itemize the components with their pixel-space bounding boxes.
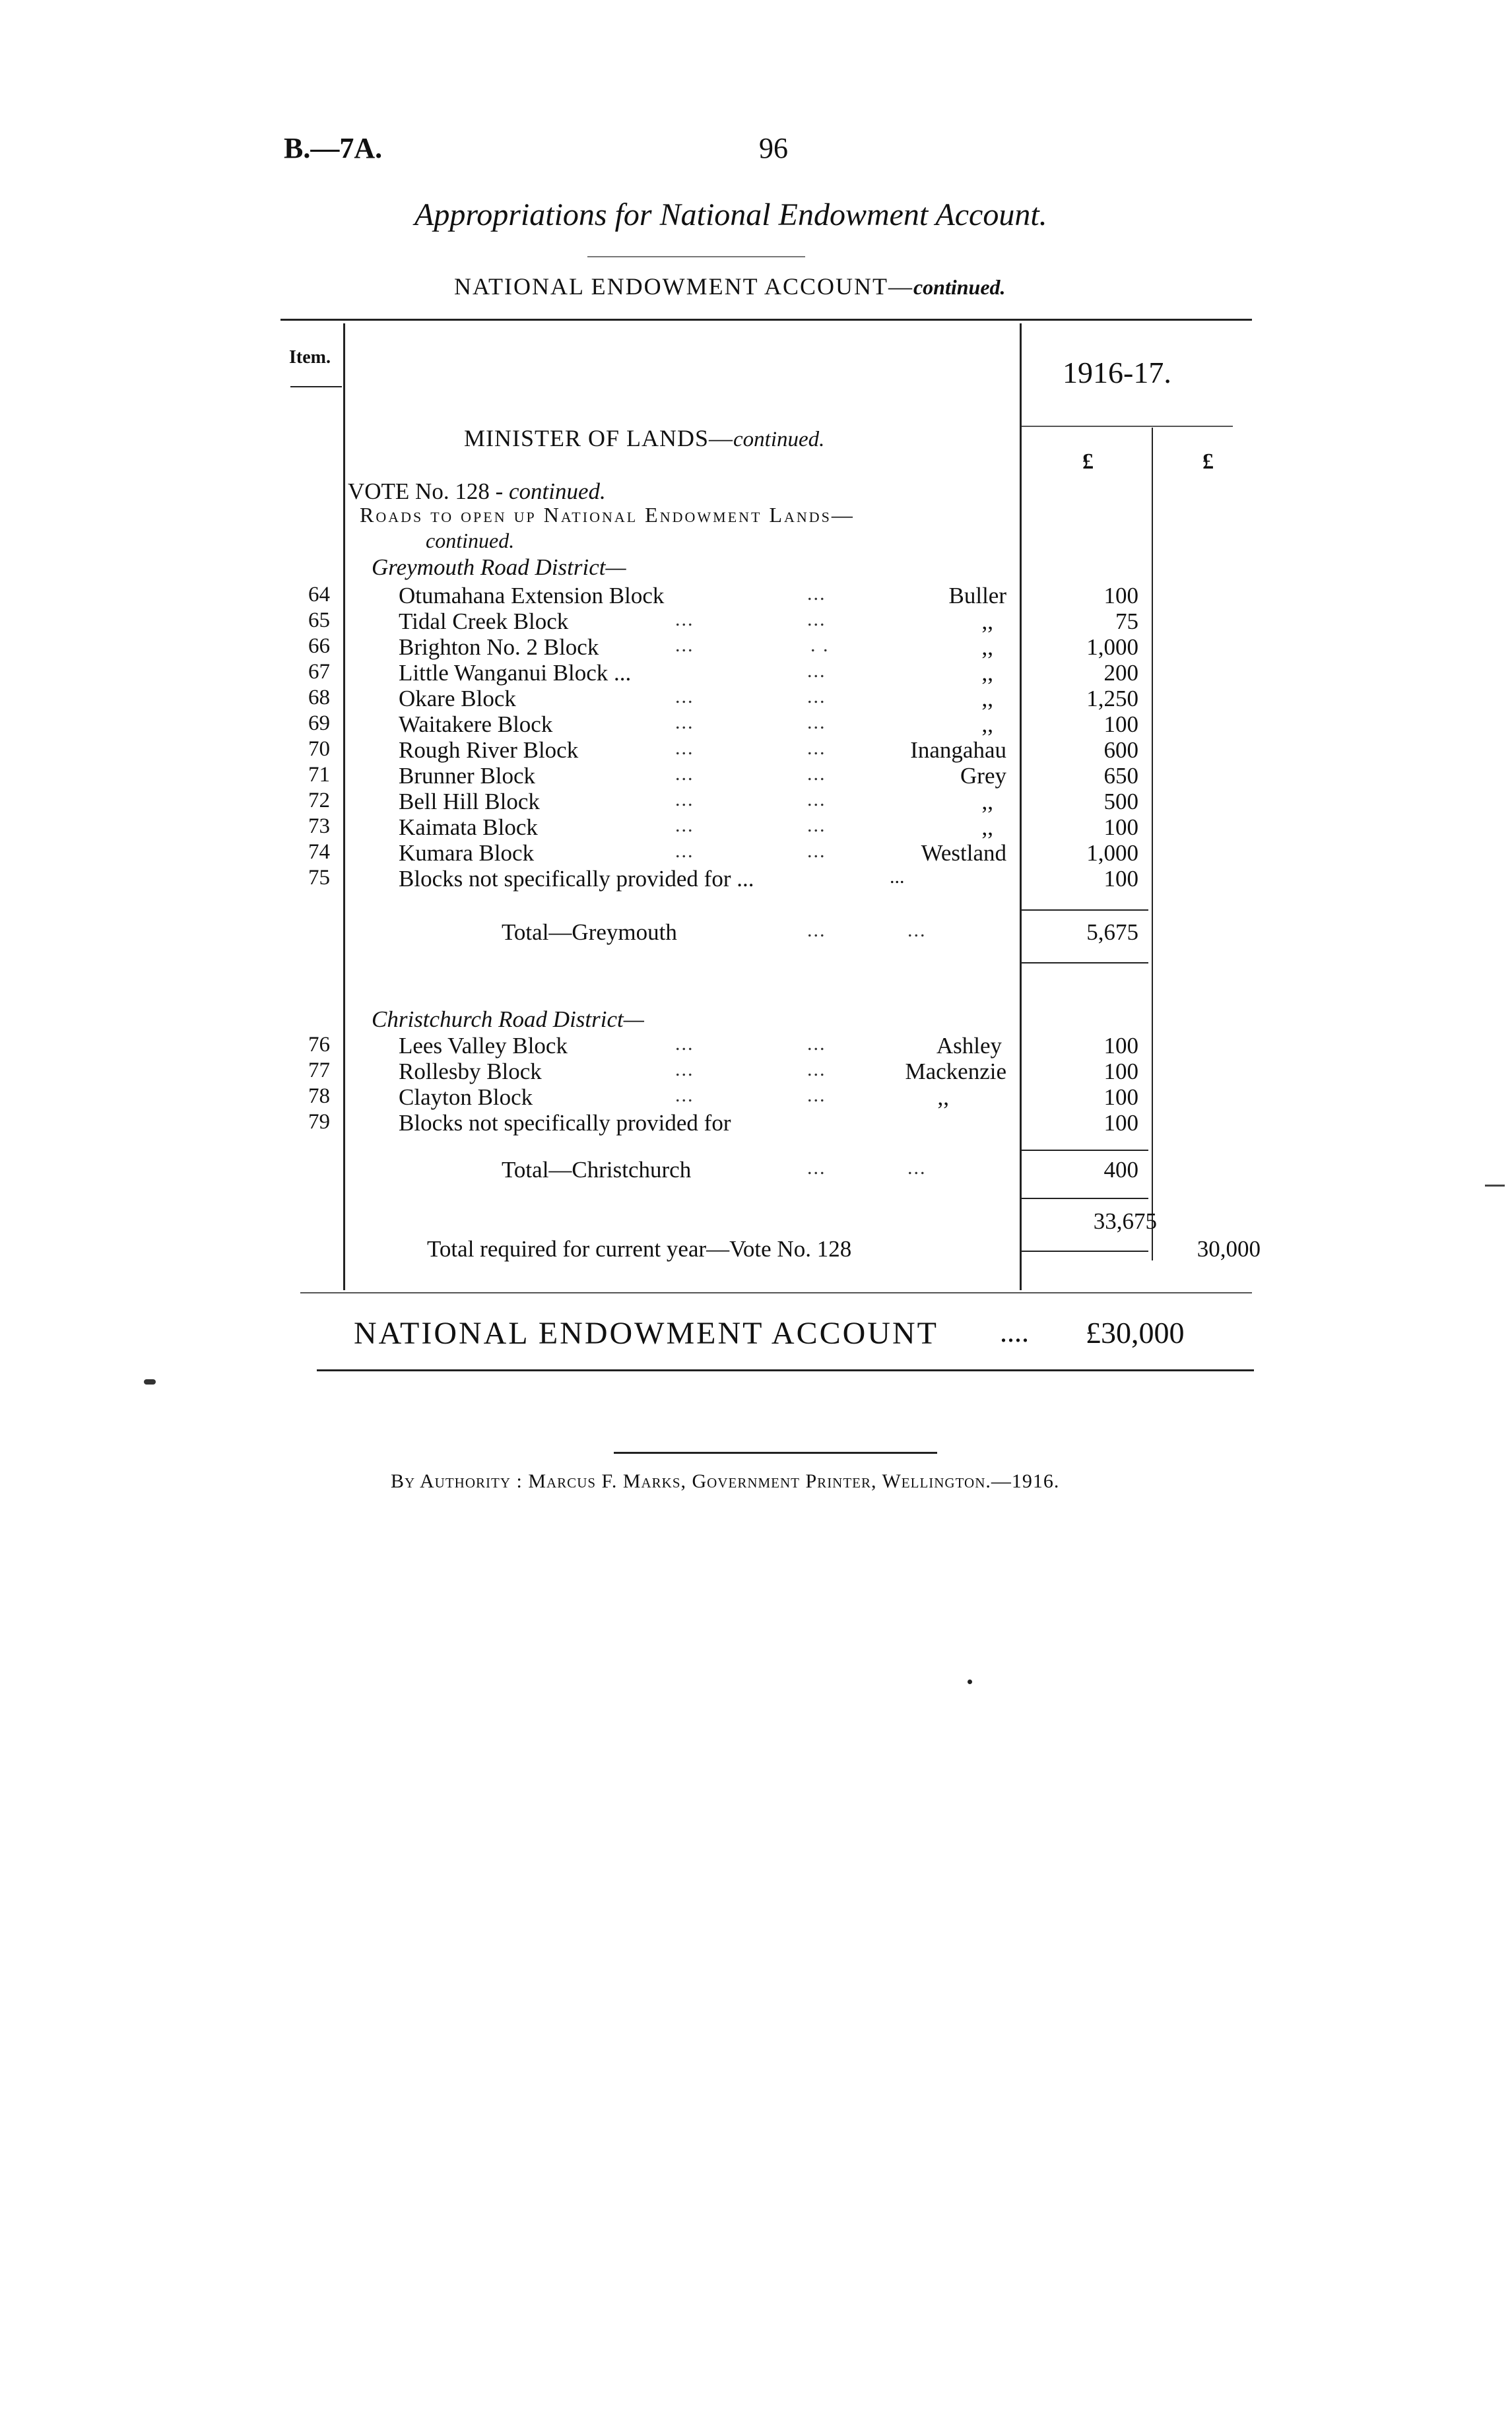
row-leader-dots: ... — [807, 840, 826, 862]
total-required-amount: 30,000 — [1197, 1236, 1261, 1262]
total-leader-dots: ... — [907, 919, 927, 941]
row-amount: 75 — [1115, 608, 1138, 634]
row-leader-dots: ... — [675, 1084, 694, 1106]
row-place: ,, — [937, 1084, 949, 1110]
row-leader-dots: ... — [807, 737, 826, 759]
row-place: Westland — [921, 840, 1006, 866]
christchurch-heading: Christchurch Road District— — [372, 1006, 644, 1032]
christchurch-total-label: Total—Christchurch — [502, 1157, 692, 1183]
row-leader-dots: ... — [675, 1033, 694, 1055]
christchurch-total-rule-bottom — [1022, 1198, 1148, 1199]
row-item-number: 78 — [308, 1084, 330, 1108]
row-place: Mackenzie — [905, 1059, 1006, 1084]
row-amount: 500 — [1103, 789, 1138, 814]
row-block-name: Little Wanganui Block ... — [399, 660, 632, 686]
row-place: Ashley — [936, 1033, 1002, 1059]
row-block-name: Otumahana Extension Block — [399, 583, 665, 608]
pound-unit-col1: £ — [1082, 449, 1094, 474]
row-item-number: 73 — [308, 814, 330, 838]
account-heading-suffix: continued. — [913, 275, 1006, 299]
grand-total-label: NATIONAL ENDOWMENT ACCOUNT — [354, 1316, 938, 1351]
row-leader-dots: . . — [810, 634, 830, 656]
title-rule — [587, 256, 805, 257]
page-mark — [1485, 1185, 1505, 1187]
pound-unit-col2: £ — [1202, 449, 1214, 474]
christchurch-total-rule-top — [1022, 1150, 1148, 1151]
row-amount: 1,000 — [1086, 634, 1138, 660]
row-leader-dots: ... — [807, 608, 826, 630]
row-item-number: 66 — [308, 634, 330, 658]
row-block-name: Rough River Block — [399, 737, 579, 763]
minister-heading-suffix: continued. — [733, 428, 825, 451]
row-block-name: Blocks not specifically provided for ... — [399, 866, 754, 892]
row-leader-dots: ... — [807, 1059, 826, 1080]
row-leader-dots: ... — [675, 737, 694, 759]
row-item-number: 70 — [308, 737, 330, 761]
row-place: Inangahau — [910, 737, 1006, 763]
page-number: 96 — [759, 132, 788, 164]
row-block-name: Brunner Block — [399, 763, 536, 789]
row-block-name: Blocks not specifically provided for — [399, 1110, 731, 1136]
row-item-number: 77 — [308, 1059, 330, 1082]
footer-rule — [614, 1452, 937, 1454]
row-leader-dots: ... — [807, 814, 826, 836]
total-required-label: Total required for current year—Vote No. 128 — [427, 1236, 852, 1262]
row-amount: 100 — [1103, 1110, 1138, 1136]
row-block-name: Tidal Creek Block — [399, 608, 569, 634]
row-place: Buller — [948, 583, 1006, 608]
row-place: ,, — [981, 608, 993, 634]
row-item-number: 75 — [308, 866, 330, 890]
row-place: ,, — [981, 814, 993, 840]
row-place: Grey — [960, 763, 1006, 789]
vote-heading-main: VOTE No. 128 - — [348, 478, 504, 504]
grand-total-amount: £30,000 — [1086, 1316, 1185, 1350]
row-item-number: 79 — [308, 1110, 330, 1134]
printer-imprint: By Authority : Marcus F. Marks, Government Printer, Wellington.—1916. — [391, 1470, 1060, 1492]
row-leader-dots: ... — [807, 583, 826, 604]
row-amount: 100 — [1103, 1033, 1138, 1059]
row-item-number: 74 — [308, 840, 330, 864]
subtotal-amount: 33,675 — [1093, 1208, 1157, 1234]
row-block-name: Kaimata Block — [399, 814, 538, 840]
row-leader-dots: ... — [675, 711, 694, 733]
account-heading-main: NATIONAL ENDOWMENT ACCOUNT— — [454, 273, 913, 300]
page-title: Appropriations for National Endowment Account. — [414, 197, 1047, 232]
row-block-name: Brighton No. 2 Block — [399, 634, 599, 660]
row-place: ,, — [981, 660, 993, 686]
row-leader-dots: ... — [675, 840, 694, 862]
vote-heading-suffix: continued. — [509, 478, 606, 504]
row-amount: 100 — [1103, 814, 1138, 840]
row-amount: 1,000 — [1086, 840, 1138, 866]
ink-speck — [968, 1680, 972, 1684]
vote-heading — [348, 480, 606, 503]
row-amount: 200 — [1103, 660, 1138, 686]
row-amount: 1,250 — [1086, 686, 1138, 711]
row-place: ,, — [981, 711, 993, 737]
row-leader-dots: ... — [675, 686, 694, 707]
row-item-number: 71 — [308, 763, 330, 787]
row-item-number: 72 — [308, 789, 330, 812]
greymouth-total-rule-top — [1022, 909, 1148, 911]
document-reference: B.—7A. — [284, 132, 383, 164]
total-column-divider — [1152, 428, 1153, 1260]
amount-column-divider — [1020, 323, 1022, 1290]
row-amount: 100 — [1103, 711, 1138, 737]
row-leader-dots: ... — [807, 660, 826, 682]
christchurch-total-amount: 400 — [1103, 1157, 1138, 1183]
row-block-name: Okare Block — [399, 686, 516, 711]
row-block-name: Kumara Block — [399, 840, 535, 866]
row-block-name: Bell Hill Block — [399, 789, 540, 814]
row-item-number: 68 — [308, 686, 330, 709]
row-block-name: Waitakere Block — [399, 711, 553, 737]
total-leader-dots: ... — [807, 1157, 826, 1179]
row-item-number: 64 — [308, 583, 330, 606]
row-place: ... — [890, 866, 905, 888]
row-leader-dots: ... — [807, 789, 826, 810]
row-amount: 650 — [1103, 763, 1138, 789]
roads-continued: continued. — [426, 529, 515, 552]
total-leader-dots: ... — [907, 1157, 927, 1179]
greymouth-heading: Greymouth Road District— — [372, 554, 626, 580]
row-place: ,, — [981, 789, 993, 814]
greymouth-total-amount: 5,675 — [1086, 919, 1138, 945]
row-amount: 100 — [1103, 583, 1138, 608]
row-leader-dots: ... — [807, 763, 826, 785]
row-amount: 100 — [1103, 866, 1138, 892]
row-block-name: Rollesby Block — [399, 1059, 542, 1084]
grand-total-rule — [317, 1369, 1254, 1371]
table-bottom-rule — [300, 1292, 1252, 1293]
row-leader-dots: ... — [807, 686, 826, 707]
year-underline — [1022, 426, 1233, 427]
roads-heading: Roads to open up National Endowment Lands— — [360, 503, 855, 527]
row-leader-dots: ... — [807, 1033, 826, 1055]
item-header-underline — [290, 386, 342, 387]
row-item-number: 65 — [308, 608, 330, 632]
row-place: ,, — [981, 686, 993, 711]
grand-total-dots: .... — [1000, 1316, 1029, 1348]
greymouth-total-rule-bottom — [1022, 962, 1148, 963]
row-leader-dots: ... — [675, 789, 694, 810]
row-item-number: 69 — [308, 711, 330, 735]
row-leader-dots: ... — [675, 763, 694, 785]
row-item-number: 76 — [308, 1033, 330, 1057]
row-block-name: Lees Valley Block — [399, 1033, 568, 1059]
row-leader-dots: ... — [807, 1084, 826, 1106]
row-block-name: Clayton Block — [399, 1084, 533, 1110]
total-leader-dots: ... — [807, 919, 826, 941]
row-leader-dots: ... — [675, 634, 694, 656]
ink-speck — [144, 1379, 156, 1385]
row-leader-dots: ... — [675, 814, 694, 836]
item-column-divider — [343, 323, 345, 1290]
row-leader-dots: ... — [675, 1059, 694, 1080]
greymouth-total-label: Total—Greymouth — [502, 919, 677, 945]
minister-heading-main: MINISTER OF LANDS— — [464, 425, 734, 451]
subtotal-rule — [1022, 1251, 1148, 1252]
row-amount: 100 — [1103, 1059, 1138, 1084]
row-leader-dots: ... — [807, 711, 826, 733]
item-column-header: Item. — [289, 347, 331, 368]
minister-heading — [464, 426, 824, 451]
account-heading — [454, 275, 1006, 298]
row-place: ,, — [981, 634, 993, 660]
row-amount: 100 — [1103, 1084, 1138, 1110]
year-column-header: 1916-17. — [1063, 356, 1171, 389]
row-item-number: 67 — [308, 660, 330, 684]
row-leader-dots: ... — [675, 608, 694, 630]
table-top-rule — [280, 319, 1252, 321]
row-amount: 600 — [1103, 737, 1138, 763]
